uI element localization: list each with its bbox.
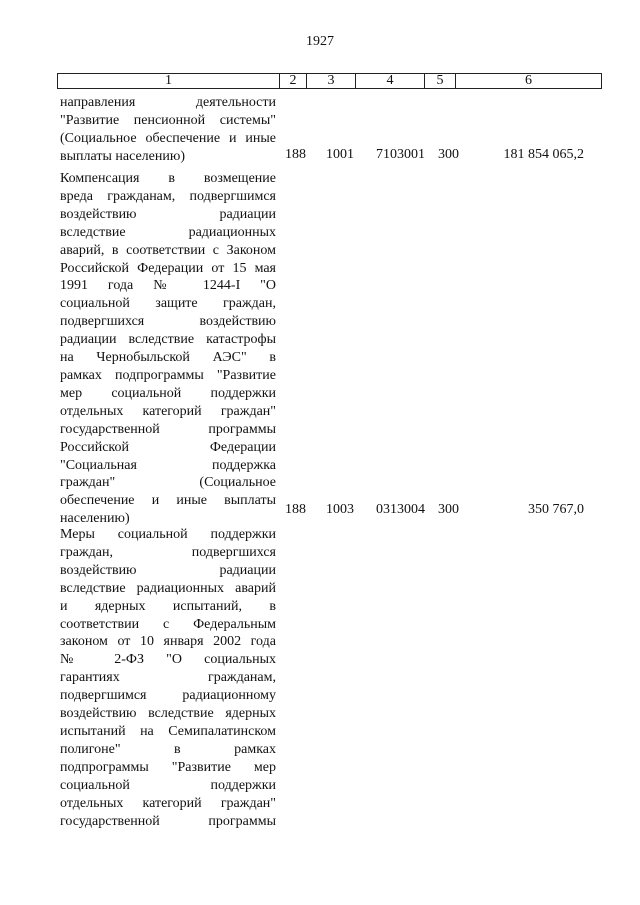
description-line: обеспечение и иные выплаты [60,493,276,509]
description-line: воздействию радиации [60,206,276,222]
column-header-4: 4 [356,74,425,88]
description-line: Российской Федерации [60,439,276,455]
description-line: граждан, подвергшихся [60,544,276,560]
description-line: отдельных категорий граждан" [60,795,276,811]
column-header-5: 5 [425,74,456,88]
description-line: подвергшимся радиационному [60,688,276,704]
description-line: социальной защите граждан, [60,296,276,312]
row-values [60,501,600,519]
column-header-3: 3 [307,74,356,88]
row-description [60,170,276,528]
description-line: подпрограммы "Развитие мер [60,759,276,775]
description-line: 1991 года № 1244-I "О [60,278,276,294]
description-line: аварий, в соответствии с Законом [60,242,276,258]
page-number: 1927 [306,34,334,49]
description-line: граждан" (Социальное [60,475,276,491]
description-line: № 2-ФЗ "О социальных [60,652,276,668]
description-line: выплаты населению) [60,148,185,164]
description-line: полигоне" в рамках [60,741,276,757]
description-line: испытаний на Семипалатинском [60,723,276,739]
description-line: вреда гражданам, подвергшимся [60,188,276,204]
cell-col6: 181 854 065,2 [503,147,584,162]
description-line: Компенсация в возмещение [60,171,276,186]
description-line: законом от 10 января 2002 года [60,634,276,650]
cell-col3: 1003 [326,502,354,517]
description-line: на Чернобыльской АЭС" в [60,350,276,366]
description-line: воздействию радиации [60,562,276,578]
column-header-2: 2 [280,74,307,88]
cell-col2: 188 [285,147,306,162]
description-line: мер социальной поддержки [60,385,276,401]
description-line: населению) [60,511,130,527]
description-line: гарантиях гражданам, [60,670,276,686]
cell-col6: 350 767,0 [528,502,584,517]
table-header-row [57,73,602,89]
cell-col5: 300 [438,147,459,162]
row-values [60,146,600,164]
description-line: соответствии с Федеральным [60,616,276,632]
cell-col4: 0313004 [376,502,425,517]
cell-col4: 7103001 [376,147,425,162]
description-line: и ядерных испытаний, в [60,598,276,614]
cell-col2: 188 [285,502,306,517]
description-line: радиации вследствие катастрофы [60,332,276,348]
description-line: направления деятельности [60,95,276,110]
column-header-6: 6 [525,73,532,88]
cell-col3: 1001 [326,147,354,162]
description-line: рамках подпрограммы "Развитие [60,367,276,383]
description-line: государственной программы [60,813,276,829]
description-line: вследствие радиационных аварий [60,580,276,596]
cell-col5: 300 [438,502,459,517]
description-line: социальной поддержки [60,777,276,793]
description-line: воздействию вследствие ядерных [60,706,276,722]
description-line: государственной программы [60,421,276,437]
description-line: (Социальное обеспечение и иные [60,130,276,146]
description-line: Меры социальной поддержки [60,527,276,542]
description-line: Российской Федерации от 15 мая [60,260,276,276]
description-line: "Развитие пенсионной системы" [60,112,276,128]
description-line: подвергшихся воздействию [60,314,276,330]
row-description [60,526,276,830]
description-line: "Социальная поддержка [60,457,276,473]
description-line: отдельных категорий граждан" [60,403,276,419]
description-line: вследствие радиационных [60,224,276,240]
column-header-1: 1 [58,74,280,88]
